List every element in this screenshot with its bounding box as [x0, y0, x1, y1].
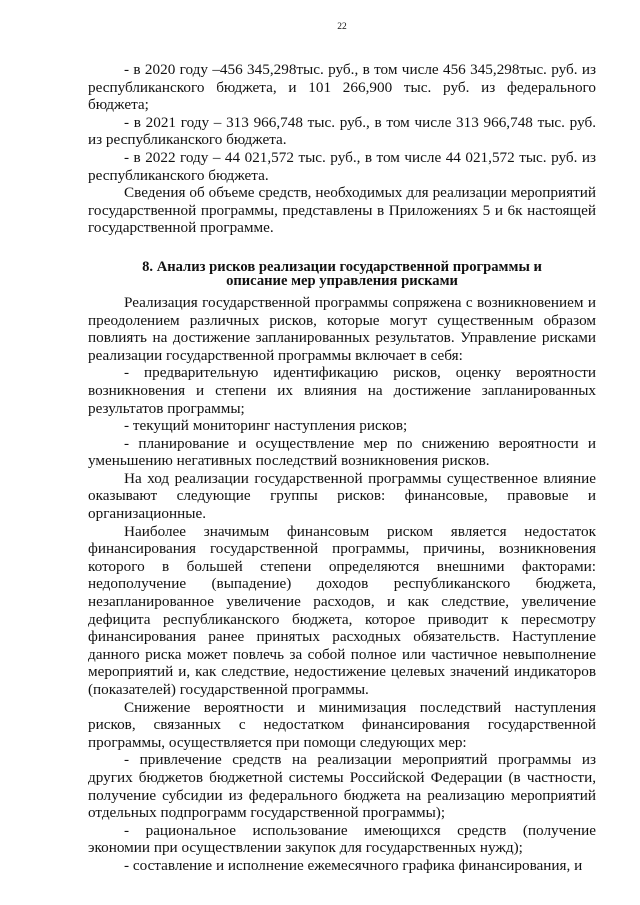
risk-list-item: - планирование и осуществление мер по снижению вероятности и уменьшению негативных последствий возникновения рисков.	[88, 434, 596, 470]
risk-list-item: - предварительную идентификацию рисков, оценку вероятности возникновения и степени их влияния на достижение запланированных результатов программы;	[88, 364, 596, 417]
risk-intro-paragraph: Реализация государственной программы сопряжена с возникновением и преодолением различных рисков, которые могут существенным образом повлиять на достижение запланированных результатов. Управление рисками реализации государственной программы включает в себя:	[88, 293, 596, 364]
funding-2022-item: - в 2022 году – 44 021,572 тыс. руб., в том числе 44 021,572 тыс. руб. из республиканского бюджета.	[88, 148, 596, 184]
mitigation-list-item: - рациональное использование имеющихся средств (получение экономии при осуществлении закупок для государственных нужд);	[88, 821, 596, 857]
section-heading: 8. Анализ рисков реализации государственной программы и описание мер управления рисками	[142, 258, 542, 289]
mitigation-list-item: - привлечение средств на реализации мероприятий программы из других бюджетов бюджетной системы Российской Федерации (в частности, получение субсидии из федерального бюджета на реализацию мероприятий отдельных подпрограмм государственной программы);	[88, 751, 596, 822]
document-body	[88, 61, 596, 875]
mitigation-list-item: - составление и исполнение ежемесячного графика финансирования, и	[124, 856, 583, 874]
funding-2020-item: - в 2020 году –456 345,298тыс. руб., в том числе 456 345,298тыс. руб. из республиканского бюджета, и 101 266,900 тыс. руб. из федерального бюджета;	[88, 61, 596, 114]
funding-2021-item: - в 2021 году – 313 966,748 тыс. руб., в том числе 313 966,748 тыс. руб. из республиканского бюджета.	[88, 113, 596, 149]
appendix-reference-paragraph: Сведения об объеме средств, необходимых для реализации мероприятий государственной программы, представлены в Приложениях 5 и 6к настоящей государственной программе.	[88, 184, 596, 237]
risk-groups-paragraph: На ход реализации государственной программы существенное влияние оказывают следующие группы рисков: финансовые, правовые и организационные.	[88, 469, 596, 523]
financial-risk-paragraph: Наиболее значимым финансовым риском является недостаток финансирования государственной программы, причины, возникновения которого в большей степени определяются внешними факторами: недополучение (выпадение) доходов республиканского бюджета, незапланированное увеличение расходов, и как следствие, увеличение дефицита республиканского бюджета, которое приводит к пересмотру финансирования ранее принятых расходных обязательств. Наступление данного риска может повлечь за собой полное или частичное невыполнение мероприятий и, как следствие, недостижение целевых значений индикаторов (показателей) государственной программы.	[88, 522, 596, 698]
risk-list-item: - текущий мониторинг наступления рисков;	[124, 417, 408, 435]
page-number: 22	[337, 22, 347, 32]
mitigation-paragraph: Снижение вероятности и минимизация последствий наступления рисков, связанных с недостатком финансирования государственной программы, осуществляется при помощи следующих мер:	[88, 698, 596, 751]
